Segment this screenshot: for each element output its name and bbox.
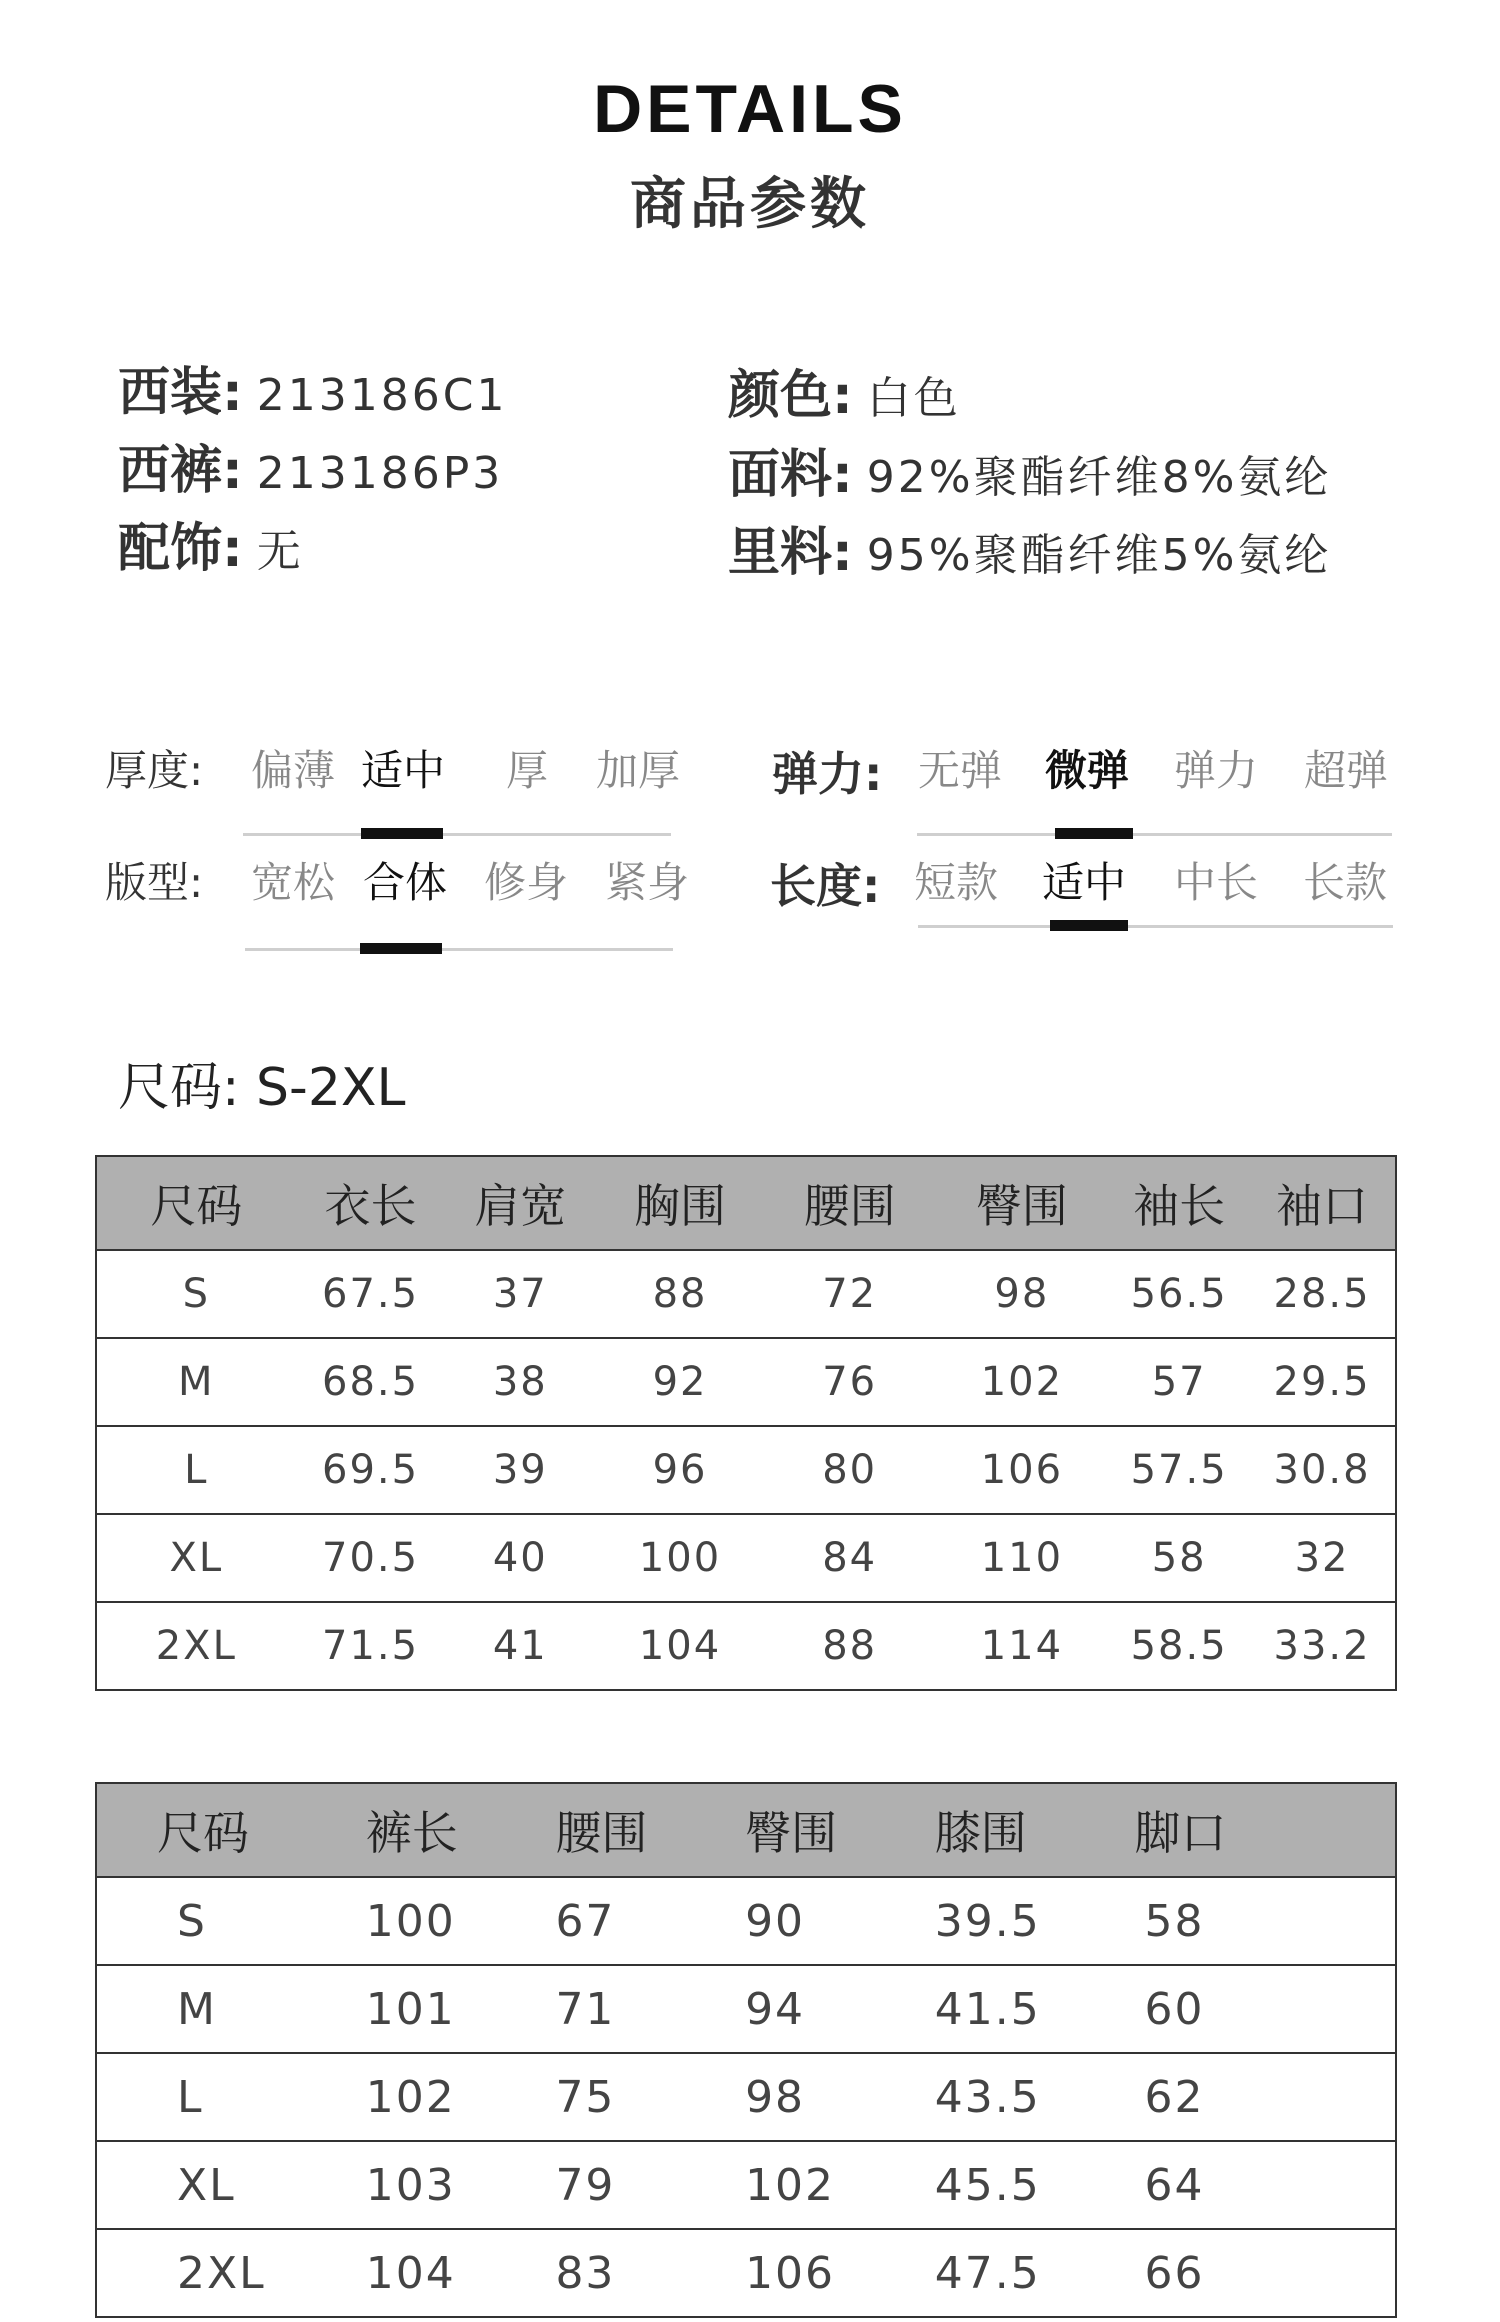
table-row	[96, 1877, 1396, 1965]
table-cell: 80	[765, 1426, 935, 1514]
scale-track	[917, 833, 1392, 836]
column-header: 尺码	[96, 1783, 356, 1877]
table-cell: 45.5	[925, 2141, 1125, 2229]
table-cell: 57.5	[1109, 1426, 1249, 1514]
column-header: 尺码	[96, 1156, 296, 1250]
table-cell: 38	[445, 1338, 595, 1426]
table-cell: 41	[445, 1602, 595, 1690]
spec-pants	[118, 428, 503, 503]
table-cell: 70.5	[296, 1514, 446, 1602]
table-cell: 66	[1125, 2229, 1396, 2317]
column-header: 腰围	[545, 1783, 735, 1877]
table-cell: 67	[545, 1877, 735, 1965]
table-cell: 103	[356, 2141, 546, 2229]
spec-label: 颜色:	[728, 366, 853, 426]
table-row	[96, 2229, 1396, 2317]
table-cell: 72	[765, 1250, 935, 1338]
scale-option: 厚	[505, 746, 548, 795]
scale-selected-marker	[360, 943, 442, 954]
spec-label: 配饰:	[118, 519, 243, 579]
column-header: 衣长	[296, 1156, 446, 1250]
table-cell: 57	[1109, 1338, 1249, 1426]
spec-value: 无	[256, 526, 304, 577]
column-header: 臀围	[735, 1783, 925, 1877]
table-cell: 75	[545, 2053, 735, 2141]
table-row	[96, 1426, 1396, 1514]
thickness-scale	[105, 738, 705, 848]
scale-track	[918, 925, 1393, 928]
table-cell: 102	[935, 1338, 1110, 1426]
table-cell: 37	[445, 1250, 595, 1338]
table-cell: 104	[356, 2229, 546, 2317]
table-cell: M	[96, 1965, 356, 2053]
table-cell: 100	[356, 1877, 546, 1965]
scale-option-selected: 合体	[362, 858, 447, 907]
table-cell: 92	[595, 1338, 765, 1426]
column-header: 臀围	[935, 1156, 1110, 1250]
table-header-row	[96, 1156, 1396, 1250]
scale-track	[243, 833, 671, 836]
pants-size-table	[95, 1782, 1397, 2318]
scale-option-selected: 适中	[1041, 858, 1126, 907]
table-cell: S	[96, 1250, 296, 1338]
table-cell: 2XL	[96, 2229, 356, 2317]
column-header: 胸围	[595, 1156, 765, 1250]
scale-option: 弹力	[1173, 746, 1258, 795]
scale-option-selected: 微弹	[1044, 746, 1129, 795]
table-cell: 106	[935, 1426, 1110, 1514]
scale-label: 厚度:	[105, 746, 204, 795]
table-cell: 84	[765, 1514, 935, 1602]
spec-label: 西装:	[118, 363, 243, 423]
table-row	[96, 1338, 1396, 1426]
scale-option: 超弹	[1303, 746, 1388, 795]
table-row	[96, 1602, 1396, 1690]
table-cell: S	[96, 1877, 356, 1965]
table-cell: 96	[595, 1426, 765, 1514]
table-cell: 67.5	[296, 1250, 446, 1338]
spec-lining	[728, 510, 1331, 585]
table-cell: 47.5	[925, 2229, 1125, 2317]
table-cell: M	[96, 1338, 296, 1426]
jacket-size-table	[95, 1155, 1397, 1691]
spec-label: 里料:	[728, 523, 853, 583]
table-cell: 39	[445, 1426, 595, 1514]
spec-fabric	[728, 432, 1331, 507]
table-cell: 83	[545, 2229, 735, 2317]
scale-option: 修身	[483, 858, 568, 907]
table-cell: 41.5	[925, 1965, 1125, 2053]
spec-label: 面料:	[728, 445, 853, 505]
table-cell: 88	[595, 1250, 765, 1338]
table-cell: L	[96, 2053, 356, 2141]
spec-value: 213186P3	[256, 448, 504, 499]
table-cell: 29.5	[1249, 1338, 1396, 1426]
page-title: DETAILS	[593, 71, 907, 147]
table-cell: 100	[595, 1514, 765, 1602]
table-cell: L	[96, 1426, 296, 1514]
table-cell: 62	[1125, 2053, 1396, 2141]
table-row	[96, 2053, 1396, 2141]
column-header: 肩宽	[445, 1156, 595, 1250]
table-cell: 90	[735, 1877, 925, 1965]
scale-selected-marker	[361, 828, 443, 839]
table-row	[96, 1965, 1396, 2053]
table-cell: XL	[96, 2141, 356, 2229]
table-cell: 106	[735, 2229, 925, 2317]
scale-label: 版型:	[105, 858, 204, 907]
fit-scale	[105, 850, 705, 960]
column-header: 膝围	[925, 1783, 1125, 1877]
elasticity-scale	[772, 738, 1422, 848]
scale-option: 无弹	[917, 746, 1002, 795]
table-cell: 71.5	[296, 1602, 446, 1690]
page-subtitle: 商品参数	[630, 172, 870, 237]
table-cell: 98	[735, 2053, 925, 2141]
table-cell: 40	[445, 1514, 595, 1602]
table-cell: 58.5	[1109, 1602, 1249, 1690]
table-cell: 58	[1109, 1514, 1249, 1602]
column-header: 袖口	[1249, 1156, 1396, 1250]
table-cell: 58	[1125, 1877, 1396, 1965]
scale-selected-marker	[1050, 920, 1128, 931]
spec-suit	[118, 350, 507, 425]
table-cell: 98	[935, 1250, 1110, 1338]
table-cell: 60	[1125, 1965, 1396, 2053]
table-cell: 33.2	[1249, 1602, 1396, 1690]
table-cell: 71	[545, 1965, 735, 2053]
table-cell: XL	[96, 1514, 296, 1602]
table-cell: 94	[735, 1965, 925, 2053]
spec-label: 西裤:	[118, 441, 243, 501]
size-range-label: 尺码: S-2XL	[118, 1058, 406, 1118]
table-cell: 69.5	[296, 1426, 446, 1514]
table-cell: 68.5	[296, 1338, 446, 1426]
table-cell: 104	[595, 1602, 765, 1690]
table-cell: 56.5	[1109, 1250, 1249, 1338]
scale-option: 短款	[913, 858, 998, 907]
table-cell: 30.8	[1249, 1426, 1396, 1514]
scale-label: 弹力:	[772, 747, 883, 801]
table-cell: 39.5	[925, 1877, 1125, 1965]
table-header-row	[96, 1783, 1396, 1877]
column-header: 裤长	[356, 1783, 546, 1877]
table-cell: 2XL	[96, 1602, 296, 1690]
table-cell: 76	[765, 1338, 935, 1426]
spec-value: 92%聚酯纤维8%氨纶	[866, 452, 1332, 503]
spec-value: 95%聚酯纤维5%氨纶	[866, 530, 1332, 581]
table-cell: 88	[765, 1602, 935, 1690]
table-cell: 110	[935, 1514, 1110, 1602]
table-cell: 114	[935, 1602, 1110, 1690]
table-cell: 79	[545, 2141, 735, 2229]
table-cell: 64	[1125, 2141, 1396, 2229]
scale-track	[245, 948, 673, 951]
table-row	[96, 2141, 1396, 2229]
scale-option: 偏薄	[250, 746, 335, 795]
table-row	[96, 1250, 1396, 1338]
scale-option: 紧身	[604, 858, 689, 907]
spec-color	[728, 353, 961, 428]
column-header: 袖长	[1109, 1156, 1249, 1250]
table-cell: 28.5	[1249, 1250, 1396, 1338]
scale-selected-marker	[1055, 828, 1133, 839]
scale-option: 宽松	[250, 858, 335, 907]
scale-option: 中长	[1173, 858, 1258, 907]
table-row	[96, 1514, 1396, 1602]
column-header: 腰围	[765, 1156, 935, 1250]
spec-value: 白色	[866, 373, 961, 424]
table-cell: 102	[735, 2141, 925, 2229]
table-cell: 32	[1249, 1514, 1396, 1602]
scale-label: 长度:	[770, 859, 881, 913]
column-header: 脚口	[1125, 1783, 1396, 1877]
table-cell: 101	[356, 1965, 546, 2053]
length-scale	[770, 850, 1420, 960]
scale-option: 加厚	[595, 746, 680, 795]
table-cell: 102	[356, 2053, 546, 2141]
scale-option: 长款	[1302, 858, 1387, 907]
scale-option-selected: 适中	[360, 746, 445, 795]
spec-value: 213186C1	[256, 370, 508, 421]
spec-accessory	[118, 506, 304, 581]
table-cell: 43.5	[925, 2053, 1125, 2141]
